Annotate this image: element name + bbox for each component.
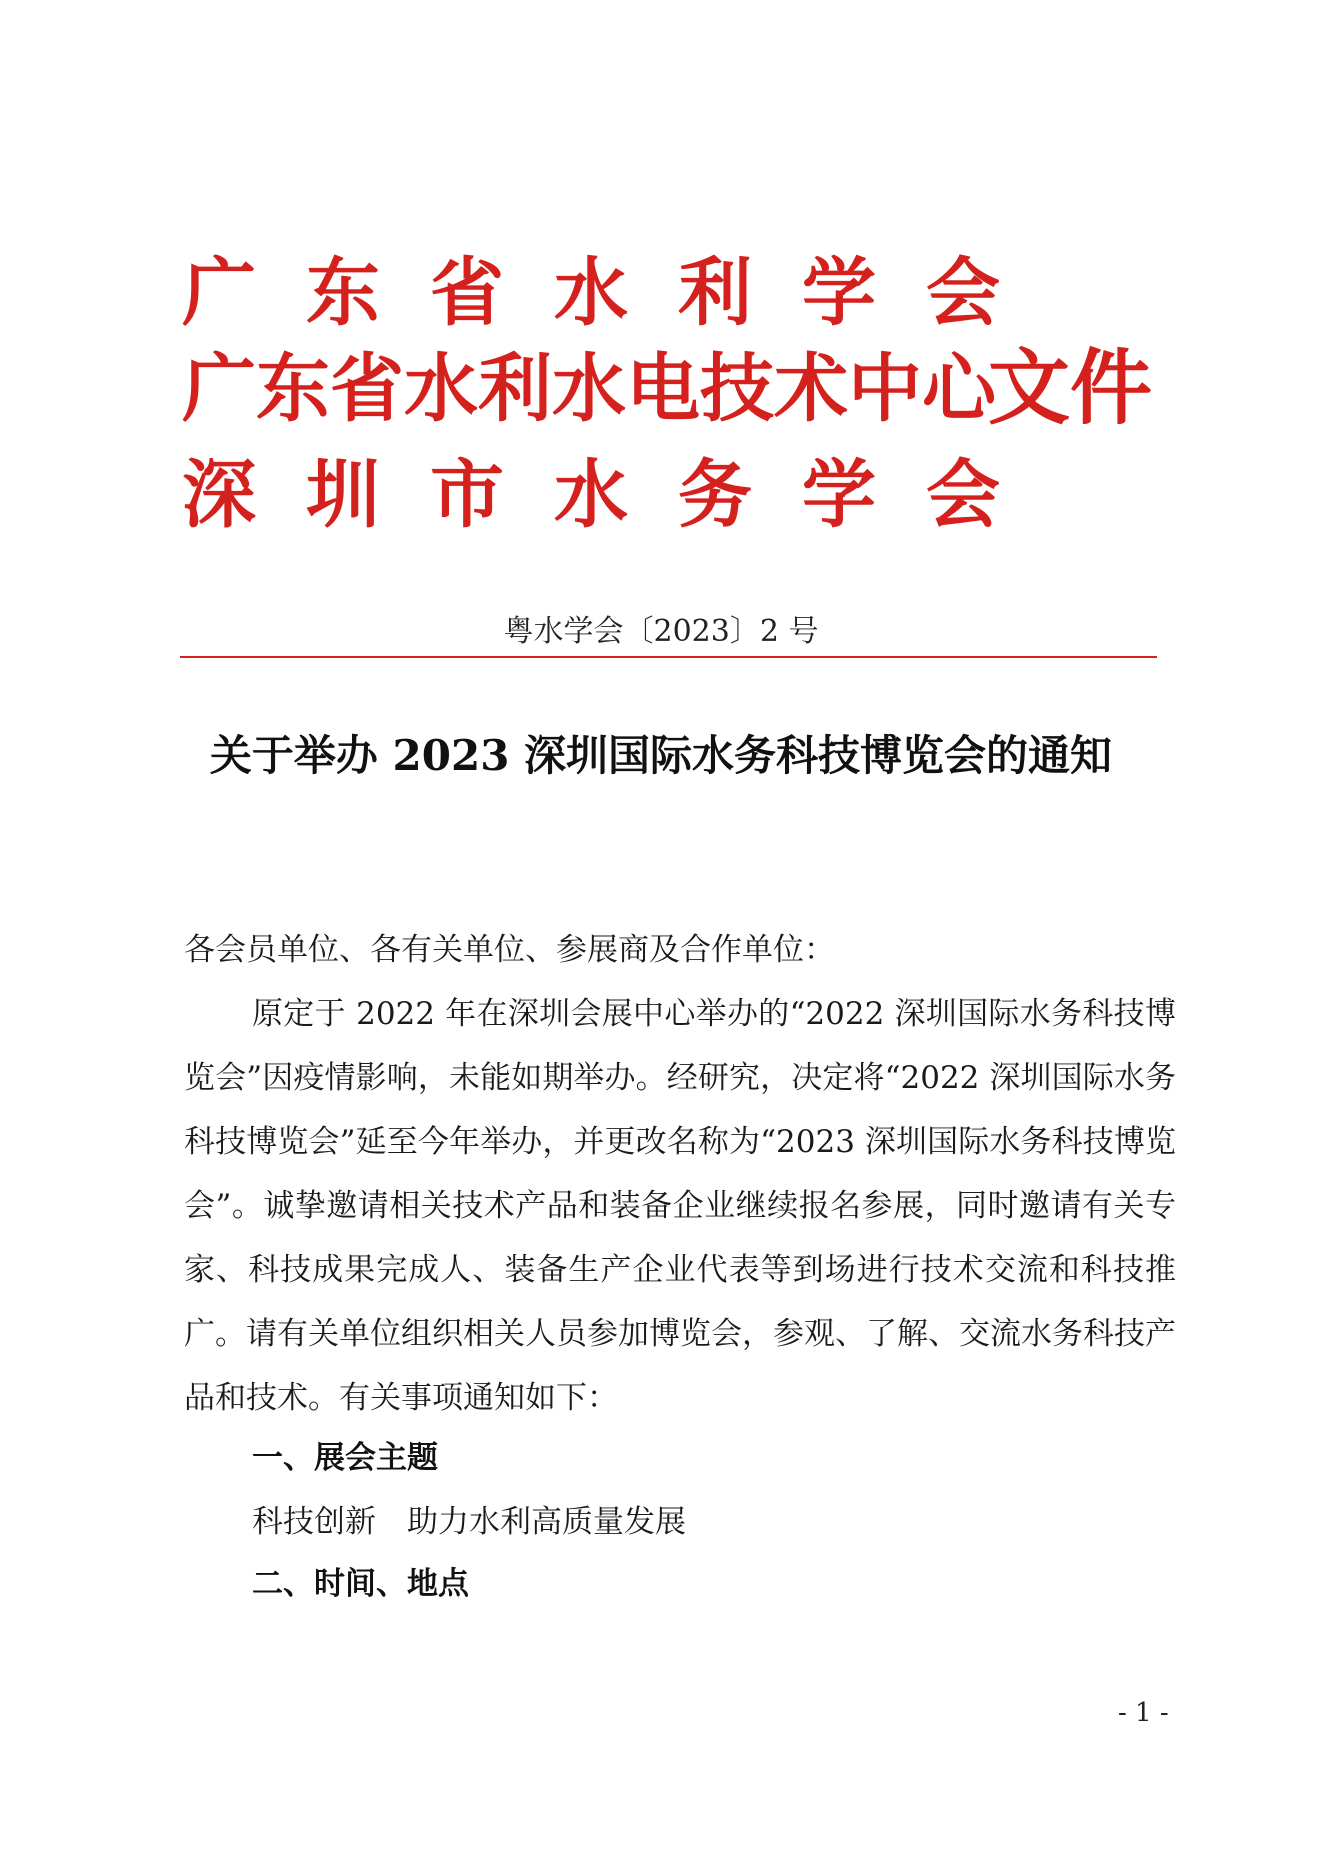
page-number: - 1 - (1118, 1698, 1169, 1728)
org-name-guangdong-water-society: 广东省水利学会 (182, 250, 1050, 336)
org-name-shenzhen-water-society: 深圳市水务学会 (182, 452, 1050, 538)
section-heading-theme: 一、展会主题 (252, 1440, 438, 1476)
org-name-guangdong-water-tech-center: 广东省水利水电技术中心 (182, 346, 996, 432)
document-title: 关于举办 2023 深圳国际水务科技博览会的通知 (209, 731, 1113, 780)
salutation: 各会员单位、各有关单位、参展商及合作单位： (184, 932, 835, 968)
intro-paragraph: 原定于 2022 年在深圳会展中心举办的“2022 深圳国际水务科技博览会”因疫情影响，未能如期举办。经研究，决定将“2022 深圳国际水务科技博览会”延至今年举办，并更改名称为“2023 深圳国际水务科技博览会”。诚挚邀请相关技术产品和装备企业继续报名参展，同时邀请有关专家、科技成果完成人、装备生产企业代表等到场进行技术交流和科技推广。请有关单位组织相关人员参加博览会，参观、了解、交流水务科技产品和技术。有关事项通知如下： (184, 996, 1176, 1416)
section-heading-time-place: 二、时间、地点 (252, 1566, 469, 1602)
section-content-theme: 科技创新 助力水利高质量发展 (252, 1504, 686, 1540)
document-number: 粤水学会〔2023〕2 号 (503, 614, 819, 649)
document-type-label: 文件 (988, 341, 1153, 436)
header-divider (180, 656, 1157, 658)
